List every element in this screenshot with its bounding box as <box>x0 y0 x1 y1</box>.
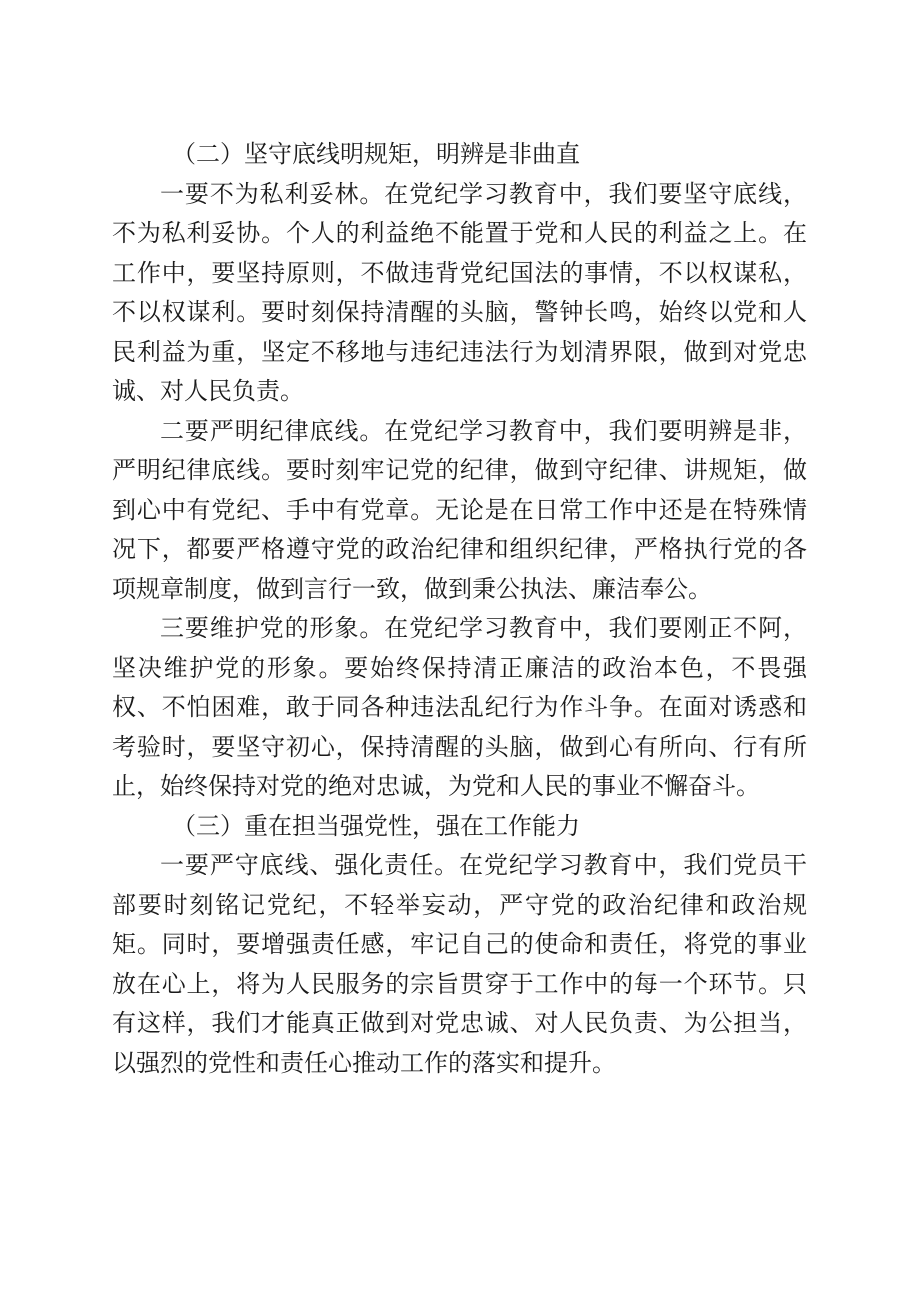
body-paragraph: 二要严明纪律底线。在党纪学习教育中，我们要明辨是非，严明纪律底线。要时刻牢记党的纪律，做到守纪律、讲规矩，做到心中有党纪、手中有党章。无论是在日常工作中还是在特殊情况下，都要严格遵守党的政治纪律和组织纪律，严格执行党的各项规章制度，做到言行一致，做到秉公执法、廉洁奉公。 <box>112 416 807 603</box>
body-paragraph: 三要维护党的形象。在党纪学习教育中，我们要刚正不阿，坚决维护党的形象。要始终保持清正廉洁的政治本色，不畏强权、不怕困难，敢于同各种违法乱纪行为作斗争。在面对诱惑和考验时，要坚守初心，保持清醒的头脑，做到心有所向、行有所止，始终保持对党的绝对忠诚，为党和人民的事业不懈奋斗。 <box>112 614 807 800</box>
document-body <box>112 135 807 1083</box>
section-three-heading: （三）重在担当强党性，强在工作能力 <box>172 811 580 840</box>
body-paragraph: 一要不为私利妥林。在党纪学习教育中，我们要坚守底线，不为私利妥协。个人的利益绝不能置于党和人民的利益之上。在工作中，要坚持原则，不做违背党纪国法的事情，不以权谋私，不以权谋利。要时刻保持清醒的头脑，警钟长鸣，始终以党和人民利益为重，坚定不移地与违纪违法行为划清界限，做到对党忠诚、对人民负责。 <box>112 179 807 405</box>
body-paragraph: 一要严守底线、强化责任。在党纪学习教育中，我们党员干部要时刻铭记党纪，不轻举妄动，严守党的政治纪律和政治规矩。同时，要增强责任感，牢记自己的使命和责任，将党的事业放在心上，将为人民服务的宗旨贯穿于工作中的每一个环节。只有这样，我们才能真正做到对党忠诚、对人民负责、为公担当，以强烈的党性和责任心推动工作的落实和提升。 <box>112 851 807 1077</box>
section-two-heading: （二）坚守底线明规矩，明辨是非曲直 <box>172 140 580 168</box>
